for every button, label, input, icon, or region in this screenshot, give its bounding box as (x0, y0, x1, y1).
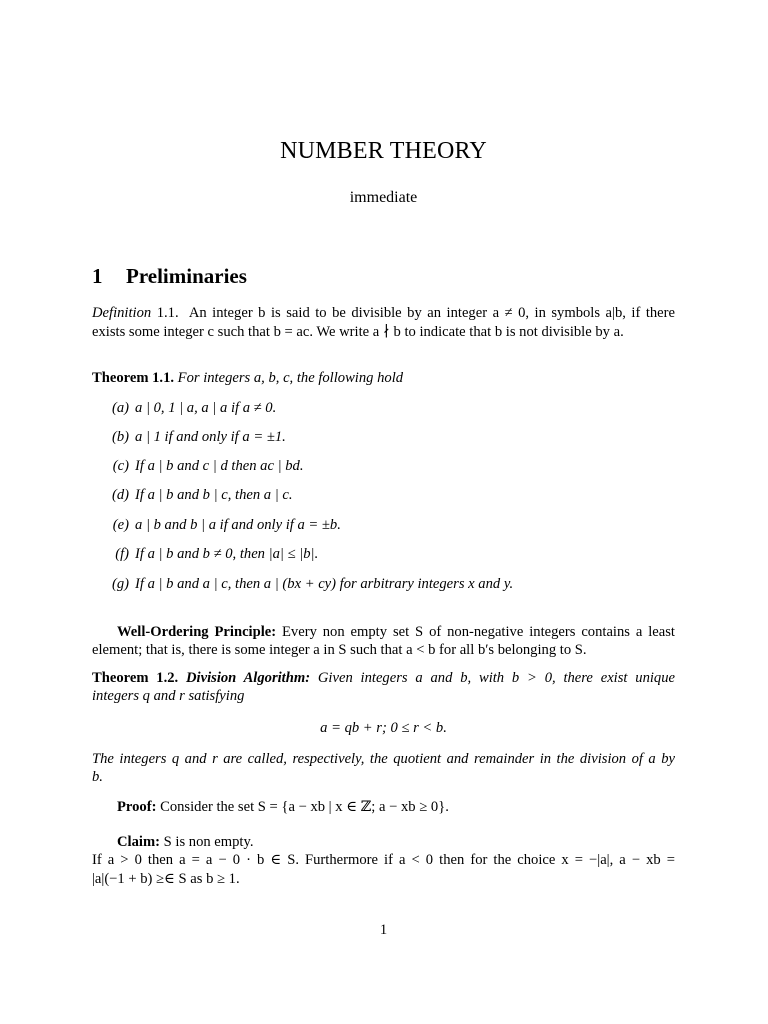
theorem-1-2-text-1: Given integers a and b, with b > 0, there exist unique (317, 670, 675, 686)
claim-text: S is non empty. (163, 834, 254, 850)
well-ordering-line-1 (92, 623, 675, 642)
paper-title: NUMBER THEORY (280, 138, 487, 164)
theorem-1-2-label: Theorem 1.2. (92, 670, 179, 686)
definition-number: 1.1. (156, 305, 179, 321)
section-title: Preliminaries (126, 264, 247, 288)
theorem-1-2-remark-1 (92, 750, 675, 769)
paper-page (92, 0, 675, 1024)
item-label: (c) (112, 458, 129, 474)
definition-line-2: exists some integer c such that b = ac. We write a ∤ b to indicate that b is not divisible by a. (92, 324, 624, 340)
theorem-1-2-line-2 (92, 687, 244, 706)
item-label: (g) (111, 576, 129, 592)
item-text: If a | b and b | c, then a | c. (135, 487, 293, 503)
item-label: (e) (112, 517, 129, 533)
theorem-1-1-label: Theorem 1.1. (92, 370, 175, 386)
item-label: (d) (111, 487, 129, 503)
theorem-item-a (102, 399, 276, 418)
section-number: 1 (92, 264, 103, 288)
claim-line (117, 833, 254, 852)
item-text: a | 0, 1 | a, a | a if a ≠ 0. (135, 400, 277, 416)
theorem-item-b (102, 428, 286, 447)
item-text: If a | b and c | d then ac | bd. (135, 458, 304, 474)
item-text: a | 1 if and only if a = ±1. (135, 429, 286, 445)
claim-body-line-2: |a|(−1 + b) ≥∈ S as b ≥ 1. (92, 871, 240, 887)
item-text: If a | b and a | c, then a | (bx + cy) for arbitrary integers x and y. (135, 576, 514, 592)
item-label: (f) (115, 546, 129, 562)
item-text: If a | b and b ≠ 0, then |a| ≤ |b|. (135, 546, 319, 562)
well-ordering-label: Well-Ordering Principle: (117, 624, 277, 640)
paper-author: immediate (349, 189, 418, 206)
section-heading (92, 264, 247, 289)
theorem-item-c (102, 457, 303, 476)
theorem-1-2-line-1 (92, 669, 675, 688)
theorem-item-f (102, 545, 318, 564)
proof-label: Proof: (117, 799, 157, 815)
well-ordering-line-2: element; that is, there is some integer a in S such that a < b for all b′s belonging to S. (92, 642, 587, 658)
claim-label: Claim: (117, 834, 160, 850)
claim-body-line-1: If a > 0 then a = a − 0 · b ∈ S. Furthermore if a < 0 then for the choice x = −|a|, a − xb = (92, 852, 675, 868)
division-equation (92, 719, 675, 738)
theorem-item-g (102, 575, 513, 594)
well-ordering-text-1: Every non empty set S of non-negative integers contains a least (282, 624, 675, 640)
remark-text-2: b. (92, 769, 103, 785)
theorem-1-2-remark-2 (92, 768, 103, 787)
proof-text: Consider the set S = {a − xb | x ∈ ℤ; a − xb ≥ 0}. (160, 799, 449, 815)
theorem-item-e (102, 516, 341, 535)
equation-text: a = qb + r; 0 ≤ r < b. (320, 720, 447, 736)
theorem-1-2-text-2: integers q and r satisfying (92, 688, 245, 704)
definition-label: Definition (92, 305, 152, 321)
theorem-1-1-statement: For integers a, b, c, the following hold (177, 370, 404, 386)
item-text: a | b and b | a if and only if a = ±b. (135, 517, 341, 533)
definition-line-1 (92, 304, 675, 323)
page-number: 1 (379, 922, 388, 938)
item-label: (a) (111, 400, 129, 416)
remark-text-1: The integers q and r are called, respectively, the quotient and remainder in the division of a by (92, 751, 675, 767)
definition-text-1: An integer b is said to be divisible by an integer a ≠ 0, in symbols a|b, if there (188, 305, 675, 321)
theorem-item-d (102, 486, 293, 505)
theorem-1-1-heading (92, 369, 403, 388)
item-label: (b) (111, 429, 129, 445)
proof-line (117, 798, 449, 817)
theorem-1-2-name: Division Algorithm: (186, 670, 311, 686)
